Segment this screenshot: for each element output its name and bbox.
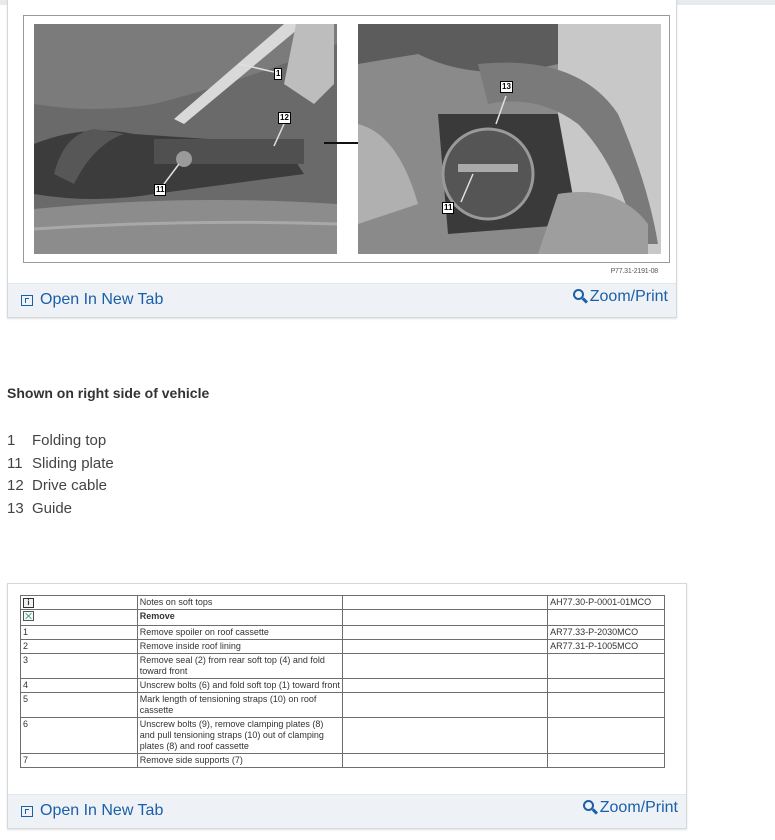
table-row [21,596,665,610]
table-cell-empty [343,693,548,718]
magnifier-icon [582,799,598,817]
table-row [21,718,665,754]
table-cell-ref [548,654,665,679]
zoom-print-label: Zoom/Print [599,799,678,816]
info-icon: i [23,598,34,608]
table-cell-text: Unscrew bolts (9), remove clamping plates (8) and pull tensioning straps (10) out of clamping plates (8) and roof cassette [137,718,343,754]
table-cell-step: 3 [21,654,138,679]
table-cell-ref [548,718,665,754]
legend-item [7,453,114,476]
zoom-print-label: Zoom/Print [589,288,668,305]
table-cell-text: Mark length of tensioning straps (10) on roof cassette [137,693,343,718]
new-tab-icon [21,806,33,817]
table-row [21,610,665,626]
table-cell-ref [548,693,665,718]
table-row [21,754,665,768]
table-row [21,640,665,654]
legend-number: 1 [7,432,16,449]
legend-item [7,430,114,453]
table-cell-empty [343,754,548,768]
photo-left [34,24,337,254]
open-in-new-tab-link[interactable] [21,291,163,309]
table-cell-ref[interactable]: AR77.31-P-1005MCO [548,640,665,654]
legend-item [7,475,114,498]
callout-13: 13 [502,82,511,91]
legend-label: Folding top [32,432,107,449]
component-legend [7,430,114,521]
legend-number: 12 [7,477,24,495]
table-cell-empty [343,718,548,754]
table-cell-empty [343,654,548,679]
figure-illustration [23,15,670,263]
open-in-new-tab-link[interactable] [21,802,163,820]
legend-item [7,498,114,521]
legend-label: Sliding plate [32,454,114,472]
zoom-print-link[interactable] [572,288,668,306]
photo-right [358,24,661,254]
table-cell-step: 7 [21,754,138,768]
table-cell-text: Remove side supports (7) [137,754,343,768]
table-cell-ref[interactable]: AR77.33-P-2030MCO [548,626,665,640]
table-cell-text: Remove [137,610,343,626]
table-cell-ref [548,754,665,768]
table-cell-step: 2 [21,640,138,654]
photo-right-graphic [358,24,661,254]
table-cell-step: 6 [21,718,138,754]
remove-icon [23,611,34,621]
open-in-new-tab-label: Open In New Tab [40,802,164,819]
table-cell-step [21,596,138,610]
photo-left-graphic [34,24,337,254]
legend-label: Guide [32,500,73,518]
legend-number: 13 [7,500,24,518]
table-cell-text: Notes on soft tops [137,596,343,610]
callout-11-right: 11 [444,203,453,212]
table-cell-empty [343,626,548,640]
figure-caption: Shown on right side of vehicle [7,385,210,401]
table-cell-empty [343,610,548,626]
table-cell-empty [343,679,548,693]
table-cell-empty [343,640,548,654]
table-cell-text: Remove inside roof lining [137,640,343,654]
table-row [21,679,665,693]
open-in-new-tab-label: Open In New Tab [40,291,164,308]
table-cell-text: Remove spoiler on roof cassette [137,626,343,640]
table-cell-text: Unscrew bolts (6) and fold soft top (1) toward front [137,679,343,693]
table-cell-ref[interactable]: AH77.30-P-0001-01MCO [548,596,665,610]
table-cell-empty [343,596,548,610]
legend-number: 11 [7,454,23,472]
callout-11-left: 11 [156,185,165,194]
callout-12: 12 [280,113,289,122]
table-cell-ref [548,610,665,626]
procedure-table [20,595,665,768]
zoom-print-link[interactable] [582,799,678,817]
table-footer [8,794,686,828]
figure-footer [8,283,676,317]
table-cell-step: 1 [21,626,138,640]
table-cell-text: Remove seal (2) from rear soft top (4) and fold toward front [137,654,343,679]
procedure-table-panel [7,583,687,829]
table-cell-ref [548,679,665,693]
table-cell-step: 5 [21,693,138,718]
table-cell-step: 4 [21,679,138,693]
table-row [21,654,665,679]
table-row [21,626,665,640]
legend-label: Drive cable [32,477,108,495]
table-cell-step [21,610,138,626]
new-tab-icon [21,295,33,306]
figure-id: P77.31-2191-08 [610,268,658,275]
figure-panel [7,0,677,318]
table-row [21,693,665,718]
magnifier-icon [572,288,588,306]
callout-1: 1 [276,69,281,78]
